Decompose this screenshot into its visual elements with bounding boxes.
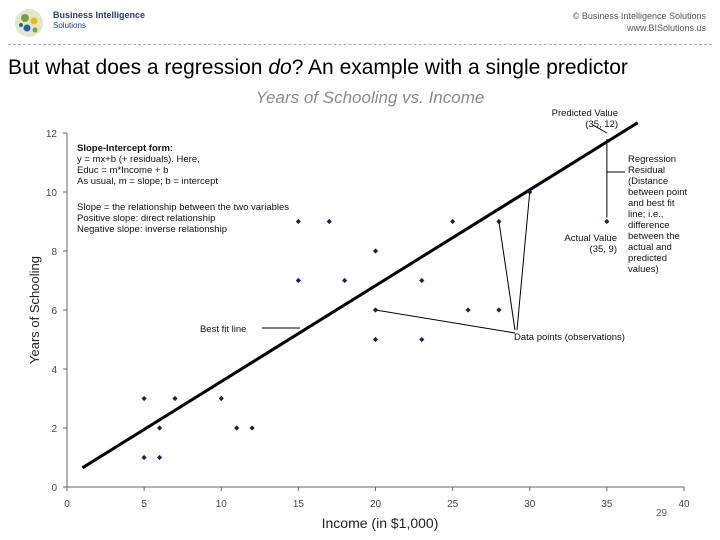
- data-point: [157, 425, 162, 430]
- brand-name: Business Intelligence: [53, 10, 146, 20]
- website-text: www.BISolutions.us: [626, 23, 706, 33]
- slope-intercept-text: Slope = the relationship between the two variables: [77, 202, 290, 213]
- data-point: [142, 396, 147, 401]
- chart-title: Years of Schooling vs. Income: [255, 88, 485, 107]
- predicted-value-label: Predicted Value: [551, 108, 618, 119]
- x-tick-label: 10: [215, 499, 227, 510]
- residual-label: between the: [628, 231, 680, 242]
- actual-value-label: (35, 9): [589, 244, 617, 255]
- residual-label: predicted: [628, 253, 668, 264]
- data-point: [496, 307, 501, 312]
- best-fit-label: Best fit line: [200, 324, 247, 335]
- data-point: [373, 248, 378, 253]
- residual-label: actual and: [628, 242, 672, 253]
- data-point: [296, 278, 301, 283]
- actual-value-label: Actual Value: [564, 233, 617, 244]
- slope-intercept-text: Positive slope: direct relationship: [77, 213, 216, 224]
- y-tick-label: 10: [45, 188, 57, 199]
- data-point: [172, 396, 177, 401]
- residual-label: between point: [628, 187, 688, 198]
- residual-label: and best fit: [628, 198, 675, 209]
- x-axis-label: Income (in $1,000): [321, 515, 439, 531]
- slope-intercept-text: y = mx+b (+ residuals). Here,: [77, 154, 200, 165]
- x-tick-label: 20: [369, 499, 382, 510]
- x-tick-label: 0: [64, 499, 70, 510]
- data-points-leader: [376, 310, 516, 333]
- residual-label: Residual: [628, 165, 665, 176]
- y-tick-label: 2: [51, 424, 57, 435]
- copyright-text: © Business Intelligence Solutions: [572, 11, 706, 21]
- slide-title-start: But what does a regression: [8, 56, 269, 79]
- data-point: [450, 219, 455, 224]
- residual-label: difference: [628, 220, 670, 231]
- data-point: [419, 337, 424, 342]
- x-tick-label: 35: [601, 499, 613, 510]
- x-tick-label: 15: [292, 499, 304, 510]
- data-point: [296, 219, 301, 224]
- data-point: [604, 219, 609, 224]
- data-point: [250, 425, 255, 430]
- y-tick-label: 8: [51, 247, 57, 258]
- data-point: [142, 455, 147, 460]
- data-points-label: Data points (observations): [514, 332, 625, 343]
- x-tick-label: 30: [524, 499, 536, 510]
- y-tick-label: 0: [51, 483, 57, 494]
- residual-label: Regression: [628, 154, 677, 165]
- slope-intercept-text: Negative slope: inverse relationship: [77, 224, 227, 235]
- y-axis-label: Years of Schooling: [27, 256, 42, 364]
- residual-label: line; i.e.,: [628, 209, 664, 220]
- residual-label: values): [628, 264, 659, 275]
- slope-intercept-text: Educ = m*Income + b: [77, 165, 169, 176]
- y-tick-label: 4: [51, 365, 57, 376]
- slide-title-end: ? An example with a single predictor: [291, 56, 628, 79]
- data-point: [419, 278, 424, 283]
- data-point: [373, 337, 378, 342]
- slide-title-emphasis: do: [268, 56, 292, 79]
- brand-sub: Solutions: [53, 21, 86, 30]
- y-tick-label: 6: [51, 306, 57, 317]
- data-points-leader: [517, 192, 530, 330]
- data-point: [327, 219, 332, 224]
- x-tick-label: 5: [141, 499, 147, 510]
- data-point: [234, 425, 239, 430]
- y-tick-label: 12: [45, 129, 57, 140]
- x-tick-label: 25: [447, 499, 459, 510]
- residual-label: (Distance: [628, 176, 669, 187]
- predicted-value-label: (35, 12): [585, 119, 618, 130]
- data-point: [342, 278, 347, 283]
- slope-intercept-text: Slope-Intercept form:: [77, 143, 174, 154]
- x-tick-label: 40: [678, 499, 690, 510]
- page-number: 29: [656, 508, 668, 519]
- data-point: [219, 396, 224, 401]
- data-points-leader: [499, 222, 515, 331]
- data-point: [157, 455, 162, 460]
- slope-intercept-text: As usual, m = slope; b = intercept: [77, 176, 218, 187]
- data-point: [465, 307, 470, 312]
